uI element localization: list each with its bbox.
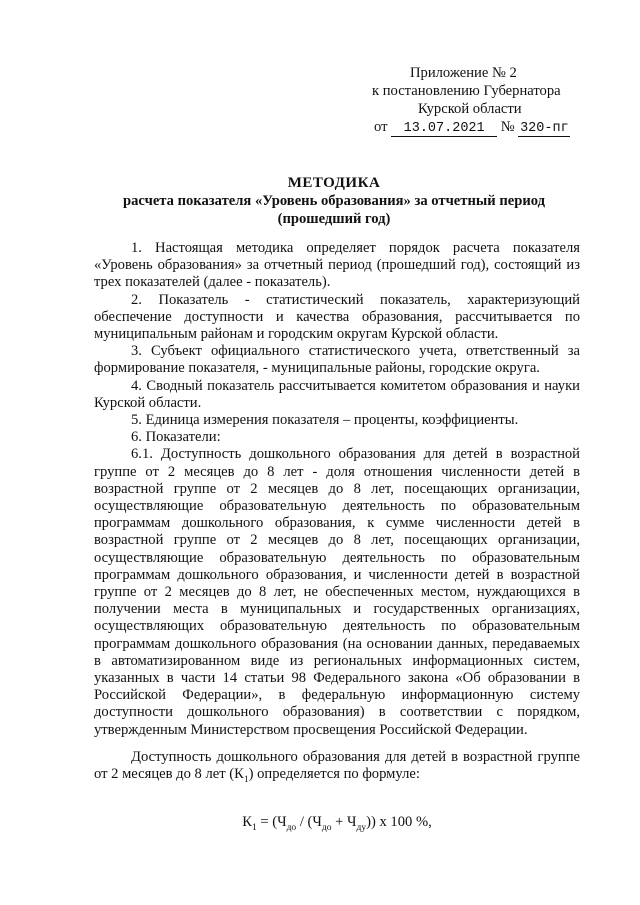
document-body	[94, 240, 580, 789]
appendix-resolution: к постановлению Губернатора	[372, 83, 561, 99]
formula-sub-du: ду	[356, 822, 367, 833]
paragraph-5: 5. Единица измерения показателя – проценты, коэффициенты.	[131, 412, 519, 429]
formula-lhs: К	[242, 814, 252, 830]
number-prefix: №	[500, 119, 515, 135]
formula-k1	[94, 813, 580, 837]
appendix-number: Приложение № 2	[410, 65, 517, 81]
formula-eq: = (Ч	[256, 814, 287, 830]
appendix-region: Курской области	[418, 101, 522, 117]
title-subtitle-line1: расчета показателя «Уровень образования» за отчетный период	[123, 193, 545, 209]
formula-mid-2: + Ч	[331, 814, 357, 830]
number-value: 320-пг	[520, 121, 569, 136]
formula-mid-1: / (Ч	[296, 814, 322, 830]
title-subtitle-line2: (прошедший год)	[277, 211, 391, 227]
date-value: 13.07.2021	[391, 121, 497, 137]
paragraph-2: 2. Показатель - статистический показатель, характеризующий обеспечение доступности и качества образования, рассчитывается по муниципальным районам и городским округам Курской области.	[94, 291, 580, 343]
date-prefix: от	[374, 119, 388, 135]
paragraph-1: 1. Настоящая методика определяет порядок расчета показателя «Уровень образования» за отчетный период (прошедший год), состоящий из трех показателей (далее - показатель).	[94, 240, 580, 291]
formula-tail: )) х 100 %,	[366, 814, 432, 830]
paragraph-3: 3. Субъект официального статистического учета, ответственный за формирование показателя, - муниципальные районы, городские округа.	[94, 343, 580, 377]
formula-sub-do-1: до	[286, 822, 297, 833]
title-main: МЕТОДИКА	[287, 175, 381, 191]
formula-lhs-sub: 1	[251, 822, 257, 833]
appendix-date-line	[372, 118, 612, 137]
paragraph-formula-intro: Доступность дошкольного образования для детей в возрастной группе от 2 месяцев до 8 лет $(К_1)$ определяется по формуле:	[94, 748, 580, 785]
paragraph-6-1: 6.1. Доступность дошкольного образования для детей в возрастной группе от 2 месяцев до 8 лет - доля отношения численности детей в возрастной группе от 2 месяцев до 8 лет, посещающих организации, осуществляющие образовательную деятельность по образовательным программам дошкольного образования, к сумме численности детей в возрастной группе от 2 месяцев до 8 лет, посещающих организации, осуществляющие образовательную деятельность по образовательным программам дошкольного образования, и численности детей в возрастной группе от 2 месяцев до 8 лет, не обеспеченных местом, нуждающихся в получении места в муниципальных и государственных организациях, осуществляющих образовательную деятельность по образовательным программам дошкольного образования (на основании данных, передаваемых в автоматизированном виде из региональных информационных систем, указанных в части 14 статьи 98 Федерального закона «Об образовании в Российской Федерации», в федеральную информационную систему доступности дошкольного образования) в соответствии с порядком, утвержденным Министерством просвещения Российской Федерации.	[94, 446, 580, 738]
paragraph-4: 4. Сводный показатель рассчитывается комитетом образования и науки Курской области.	[94, 377, 580, 411]
document-title	[84, 174, 584, 228]
formula-sub-do-2: до	[321, 822, 332, 833]
appendix-header	[372, 64, 612, 137]
paragraph-6: 6. Показатели:	[131, 429, 221, 446]
